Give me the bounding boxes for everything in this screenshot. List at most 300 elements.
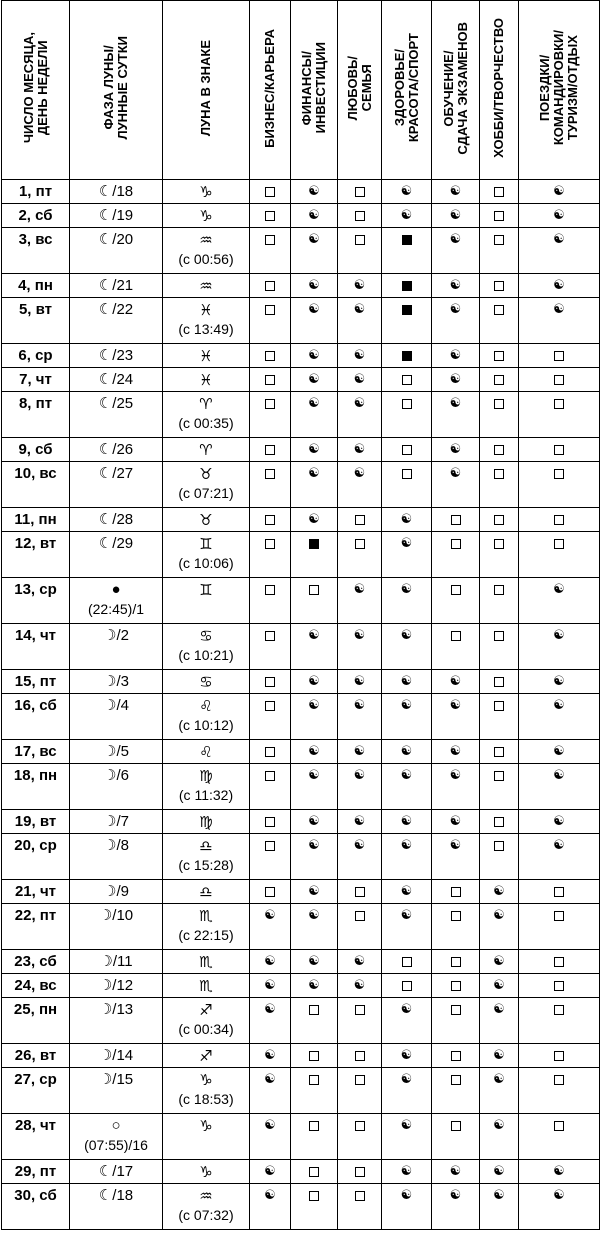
business-cell: [250, 368, 291, 392]
love-cell: [338, 532, 382, 578]
yin-yang-icon: ☯: [400, 1164, 413, 1179]
empty-square-icon: [309, 1167, 319, 1177]
phase-value: ☾/27: [98, 465, 134, 482]
yin-yang-icon: ☯: [493, 1072, 505, 1087]
phase-value: ☽/10: [98, 907, 134, 924]
study-cell: [432, 1044, 480, 1068]
empty-square-icon: [355, 515, 365, 525]
travel-cell: [519, 998, 600, 1044]
business-cell: [250, 1044, 291, 1068]
yin-yang-icon: ☯: [308, 278, 320, 293]
phase-value: ☾/18: [98, 183, 134, 200]
empty-square-icon: [494, 235, 504, 245]
yin-yang-icon: ☯: [308, 768, 320, 783]
phase-cell: [70, 764, 163, 810]
header-hobby: ХОББИ/ТВОРЧЕСТВО: [480, 1, 519, 180]
day-cell: 20, ср: [2, 834, 70, 880]
travel-cell: [519, 1044, 600, 1068]
study-cell: [432, 204, 480, 228]
love-cell: [338, 950, 382, 974]
zodiac-icon: ♐: [199, 1001, 213, 1019]
travel-cell: [519, 508, 600, 532]
health-cell: [382, 368, 432, 392]
day-cell: 6, ср: [2, 344, 70, 368]
header-love: ЛЮБОВЬ/ СЕМЬЯ: [338, 1, 382, 180]
study-cell: [432, 834, 480, 880]
business-cell: [250, 1114, 291, 1160]
love-cell: [338, 180, 382, 204]
study-cell: [432, 1160, 480, 1184]
sign-time: (с 18:53): [178, 1091, 234, 1107]
empty-square-icon: [355, 1191, 365, 1201]
travel-cell: [519, 462, 600, 508]
yin-yang-icon: ☯: [308, 348, 320, 363]
empty-square-icon: [309, 1075, 319, 1085]
empty-square-icon: [265, 585, 275, 595]
yin-yang-icon: ☯: [264, 1072, 276, 1087]
yin-yang-icon: ☯: [308, 466, 320, 481]
sign-cell: [163, 950, 250, 974]
phase-cell: [70, 740, 163, 764]
yin-yang-icon: ☯: [553, 768, 565, 783]
finance-cell: [291, 998, 338, 1044]
phase-cell: [70, 462, 163, 508]
day-cell: 14, чт: [2, 624, 70, 670]
love-cell: [338, 670, 382, 694]
table-row: [2, 694, 600, 740]
yin-yang-icon: ☯: [353, 814, 366, 829]
hobby-cell: [480, 1044, 519, 1068]
empty-square-icon: [355, 911, 365, 921]
finance-cell: [291, 368, 338, 392]
yin-yang-icon: ☯: [449, 184, 462, 199]
sign-cell: [163, 1160, 250, 1184]
yin-yang-icon: ☯: [308, 208, 320, 223]
day-cell: 2, сб: [2, 204, 70, 228]
business-cell: [250, 438, 291, 462]
empty-square-icon: [265, 701, 275, 711]
day-cell: 11, пн: [2, 508, 70, 532]
health-cell: [382, 974, 432, 998]
study-cell: [432, 532, 480, 578]
finance-cell: [291, 204, 338, 228]
yin-yang-icon: ☯: [553, 184, 565, 199]
zodiac-icon: ♍: [199, 813, 213, 831]
sign-cell: [163, 180, 250, 204]
phase-cell: [70, 694, 163, 740]
hobby-cell: [480, 834, 519, 880]
table-row: [2, 368, 600, 392]
health-cell: [382, 438, 432, 462]
phase-cell: [70, 578, 163, 624]
finance-cell: [291, 974, 338, 998]
phase-cell: [70, 1114, 163, 1160]
study-cell: [432, 578, 480, 624]
day-cell: 9, сб: [2, 438, 70, 462]
empty-square-icon: [265, 187, 275, 197]
health-cell: [382, 1160, 432, 1184]
phase-value: ☾/21: [98, 277, 134, 294]
hobby-cell: [480, 532, 519, 578]
health-cell: [382, 392, 432, 438]
business-cell: [250, 998, 291, 1044]
yin-yang-icon: ☯: [353, 442, 366, 457]
zodiac-icon: ♊: [199, 581, 213, 599]
empty-square-icon: [309, 1191, 319, 1201]
business-cell: [250, 834, 291, 880]
business-cell: [250, 392, 291, 438]
yin-yang-icon: ☯: [493, 884, 505, 899]
zodiac-icon: ♓: [199, 371, 213, 389]
yin-yang-icon: ☯: [449, 466, 462, 481]
yin-yang-icon: ☯: [400, 908, 413, 923]
yin-yang-icon: ☯: [449, 1164, 462, 1179]
yin-yang-icon: ☯: [264, 1118, 276, 1133]
yin-yang-icon: ☯: [553, 628, 565, 643]
phase-value: ☽/13: [98, 1001, 134, 1018]
empty-square-icon: [554, 1051, 564, 1061]
empty-square-icon: [265, 887, 275, 897]
table-row: [2, 1044, 600, 1068]
phase-cell: [70, 368, 163, 392]
phase-value: ☽/6: [103, 767, 129, 784]
empty-square-icon: [494, 817, 504, 827]
yin-yang-icon: ☯: [449, 348, 462, 363]
empty-square-icon: [494, 399, 504, 409]
empty-square-icon: [265, 841, 275, 851]
phase-value: ○: [111, 1117, 121, 1134]
phase-cell: [70, 1160, 163, 1184]
phase-cell: [70, 904, 163, 950]
love-cell: [338, 810, 382, 834]
love-cell: [338, 392, 382, 438]
study-cell: [432, 1114, 480, 1160]
phase-value: ☾/24: [98, 371, 134, 388]
hobby-cell: [480, 204, 519, 228]
yin-yang-icon: ☯: [400, 884, 413, 899]
yin-yang-icon: ☯: [553, 1188, 565, 1203]
travel-cell: [519, 1068, 600, 1114]
empty-square-icon: [494, 771, 504, 781]
table-row: [2, 438, 600, 462]
yin-yang-icon: ☯: [449, 232, 462, 247]
love-cell: [338, 274, 382, 298]
table-row: [2, 298, 600, 344]
health-cell: [382, 624, 432, 670]
empty-square-icon: [451, 957, 461, 967]
empty-square-icon: [494, 585, 504, 595]
sign-cell: [163, 368, 250, 392]
day-cell: 24, вс: [2, 974, 70, 998]
empty-square-icon: [451, 1075, 461, 1085]
day-cell: 4, пн: [2, 274, 70, 298]
health-cell: [382, 344, 432, 368]
yin-yang-icon: ☯: [400, 1188, 413, 1203]
yin-yang-icon: ☯: [308, 884, 320, 899]
travel-cell: [519, 274, 600, 298]
phase-value: ☽/2: [103, 627, 129, 644]
header-day: ЧИСЛО МЕСЯЦА, ДЕНЬ НЕДЕЛИ: [2, 1, 70, 180]
empty-square-icon: [265, 211, 275, 221]
phase-value: ☾/22: [98, 301, 134, 318]
finance-cell: [291, 950, 338, 974]
study-cell: [432, 392, 480, 438]
yin-yang-icon: ☯: [493, 1002, 505, 1017]
yin-yang-icon: ☯: [449, 208, 462, 223]
love-cell: [338, 764, 382, 810]
empty-square-icon: [494, 515, 504, 525]
travel-cell: [519, 694, 600, 740]
yin-yang-icon: ☯: [264, 1002, 276, 1017]
zodiac-icon: ♓: [199, 301, 213, 319]
phase-value: ●: [111, 581, 121, 598]
business-cell: [250, 904, 291, 950]
yin-yang-icon: ☯: [400, 512, 413, 527]
love-cell: [338, 462, 382, 508]
yin-yang-icon: ☯: [264, 908, 276, 923]
yin-yang-icon: ☯: [493, 978, 505, 993]
health-cell: [382, 180, 432, 204]
yin-yang-icon: ☯: [493, 954, 505, 969]
empty-square-icon: [451, 1121, 461, 1131]
love-cell: [338, 578, 382, 624]
health-cell: [382, 834, 432, 880]
hobby-cell: [480, 508, 519, 532]
empty-square-icon: [494, 211, 504, 221]
empty-square-icon: [554, 1121, 564, 1131]
yin-yang-icon: ☯: [400, 628, 413, 643]
business-cell: [250, 1160, 291, 1184]
health-cell: [382, 670, 432, 694]
phase-value: ☾/19: [98, 207, 134, 224]
travel-cell: [519, 1184, 600, 1230]
business-cell: [250, 204, 291, 228]
finance-cell: [291, 1160, 338, 1184]
empty-square-icon: [309, 585, 319, 595]
empty-square-icon: [494, 747, 504, 757]
travel-cell: [519, 438, 600, 462]
empty-square-icon: [451, 1051, 461, 1061]
love-cell: [338, 204, 382, 228]
finance-cell: [291, 810, 338, 834]
empty-square-icon: [451, 585, 461, 595]
finance-cell: [291, 904, 338, 950]
yin-yang-icon: ☯: [353, 302, 366, 317]
health-cell: [382, 1068, 432, 1114]
hobby-cell: [480, 368, 519, 392]
finance-cell: [291, 532, 338, 578]
table-row: [2, 740, 600, 764]
empty-square-icon: [355, 539, 365, 549]
header-travel: ПОЕЗДКИ/ КОМАНДИРОВКИ/ ТУРИЗМ/ОТДЫХ: [519, 1, 600, 180]
business-cell: [250, 1068, 291, 1114]
empty-square-icon: [402, 469, 412, 479]
zodiac-icon: ♌: [199, 743, 213, 761]
yin-yang-icon: ☯: [353, 954, 366, 969]
study-cell: [432, 694, 480, 740]
love-cell: [338, 438, 382, 462]
finance-cell: [291, 274, 338, 298]
empty-square-icon: [402, 445, 412, 455]
empty-square-icon: [265, 747, 275, 757]
yin-yang-icon: ☯: [400, 838, 413, 853]
hobby-cell: [480, 1114, 519, 1160]
yin-yang-icon: ☯: [308, 512, 320, 527]
business-cell: [250, 180, 291, 204]
phase-cell: [70, 998, 163, 1044]
empty-square-icon: [265, 305, 275, 315]
yin-yang-icon: ☯: [400, 768, 413, 783]
day-cell: 28, чт: [2, 1114, 70, 1160]
empty-square-icon: [451, 981, 461, 991]
phase-value: ☽/14: [98, 1047, 134, 1064]
table-row: [2, 998, 600, 1044]
empty-square-icon: [402, 399, 412, 409]
business-cell: [250, 298, 291, 344]
sign-cell: [163, 204, 250, 228]
empty-square-icon: [265, 235, 275, 245]
yin-yang-icon: ☯: [553, 744, 565, 759]
study-cell: [432, 670, 480, 694]
study-cell: [432, 298, 480, 344]
phase-cell: [70, 1068, 163, 1114]
love-cell: [338, 880, 382, 904]
yin-yang-icon: ☯: [400, 814, 413, 829]
study-cell: [432, 1068, 480, 1114]
yin-yang-icon: ☯: [308, 674, 320, 689]
day-cell: 8, пт: [2, 392, 70, 438]
business-cell: [250, 462, 291, 508]
day-cell: 5, вт: [2, 298, 70, 344]
health-cell: [382, 462, 432, 508]
sign-cell: [163, 462, 250, 508]
table-row: [2, 532, 600, 578]
phase-value: ☾/29: [98, 535, 134, 552]
travel-cell: [519, 298, 600, 344]
business-cell: [250, 880, 291, 904]
business-cell: [250, 950, 291, 974]
study-cell: [432, 274, 480, 298]
yin-yang-icon: ☯: [449, 302, 462, 317]
phase-cell: [70, 1184, 163, 1230]
business-cell: [250, 532, 291, 578]
finance-cell: [291, 438, 338, 462]
empty-square-icon: [355, 1051, 365, 1061]
health-cell: [382, 694, 432, 740]
hobby-cell: [480, 438, 519, 462]
empty-square-icon: [554, 375, 564, 385]
travel-cell: [519, 950, 600, 974]
study-cell: [432, 1184, 480, 1230]
empty-square-icon: [265, 631, 275, 641]
empty-square-icon: [265, 469, 275, 479]
day-cell: 13, ср: [2, 578, 70, 624]
empty-square-icon: [265, 539, 275, 549]
finance-cell: [291, 180, 338, 204]
study-cell: [432, 764, 480, 810]
filled-square-icon: [402, 235, 412, 245]
empty-square-icon: [494, 631, 504, 641]
zodiac-icon: ♋: [199, 627, 213, 645]
yin-yang-icon: ☯: [353, 278, 366, 293]
love-cell: [338, 508, 382, 532]
health-cell: [382, 880, 432, 904]
travel-cell: [519, 810, 600, 834]
empty-square-icon: [554, 445, 564, 455]
yin-yang-icon: ☯: [308, 396, 320, 411]
zodiac-icon: ♑: [199, 183, 213, 201]
study-cell: [432, 810, 480, 834]
sign-time: (с 10:06): [178, 555, 234, 571]
empty-square-icon: [402, 375, 412, 385]
study-cell: [432, 974, 480, 998]
hobby-cell: [480, 880, 519, 904]
zodiac-icon: ♉: [199, 511, 213, 529]
yin-yang-icon: ☯: [449, 442, 462, 457]
health-cell: [382, 1114, 432, 1160]
finance-cell: [291, 1114, 338, 1160]
phase-value: ☽/11: [99, 953, 133, 970]
health-cell: [382, 228, 432, 274]
empty-square-icon: [554, 957, 564, 967]
yin-yang-icon: ☯: [308, 232, 320, 247]
health-cell: [382, 950, 432, 974]
travel-cell: [519, 880, 600, 904]
table-row: [2, 1114, 600, 1160]
header-health: ЗДОРОВЬЕ/ КРАСОТА/СПОРТ: [382, 1, 432, 180]
hobby-cell: [480, 344, 519, 368]
table-row: [2, 834, 600, 880]
love-cell: [338, 834, 382, 880]
yin-yang-icon: ☯: [353, 674, 366, 689]
yin-yang-icon: ☯: [553, 1164, 565, 1179]
empty-square-icon: [494, 445, 504, 455]
study-cell: [432, 508, 480, 532]
zodiac-icon: ♒: [199, 231, 213, 249]
finance-cell: [291, 740, 338, 764]
yin-yang-icon: ☯: [493, 1164, 505, 1179]
zodiac-icon: ♋: [199, 673, 213, 691]
yin-yang-icon: ☯: [553, 232, 565, 247]
finance-cell: [291, 462, 338, 508]
phase-cell: [70, 344, 163, 368]
table-row: [2, 810, 600, 834]
filled-square-icon: [309, 539, 319, 549]
yin-yang-icon: ☯: [553, 302, 565, 317]
yin-yang-icon: ☯: [449, 744, 462, 759]
empty-square-icon: [451, 515, 461, 525]
travel-cell: [519, 1114, 600, 1160]
zodiac-icon: ♏: [199, 953, 213, 971]
study-cell: [432, 740, 480, 764]
sign-cell: [163, 578, 250, 624]
yin-yang-icon: ☯: [308, 838, 320, 853]
finance-cell: [291, 880, 338, 904]
zodiac-icon: ♒: [199, 1187, 213, 1205]
study-cell: [432, 368, 480, 392]
table-row: [2, 392, 600, 438]
empty-square-icon: [265, 375, 275, 385]
finance-cell: [291, 392, 338, 438]
empty-square-icon: [355, 187, 365, 197]
business-cell: [250, 508, 291, 532]
yin-yang-icon: ☯: [353, 466, 366, 481]
sign-time: (с 22:15): [178, 927, 234, 943]
zodiac-icon: ♎: [199, 837, 213, 855]
yin-yang-icon: ☯: [449, 698, 462, 713]
phase-cell: [70, 810, 163, 834]
travel-cell: [519, 670, 600, 694]
